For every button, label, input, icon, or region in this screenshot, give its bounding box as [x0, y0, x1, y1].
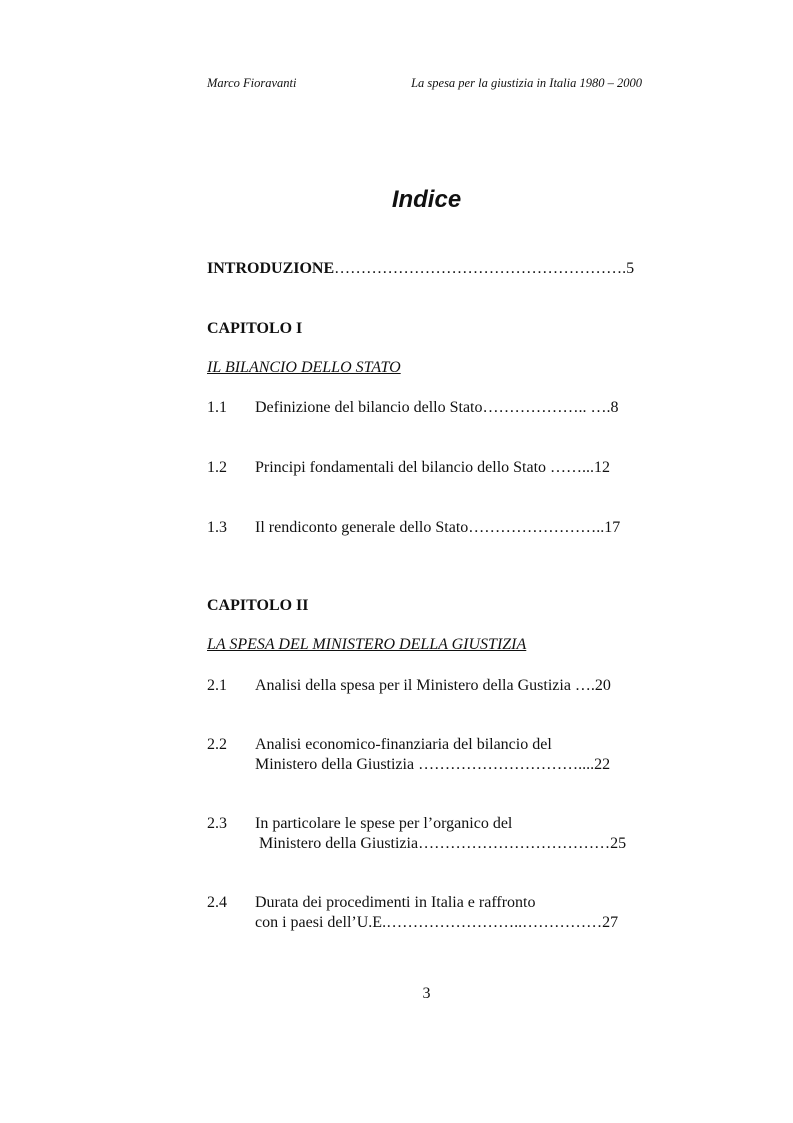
toc-introduction-label: INTRODUZIONE: [207, 260, 335, 277]
toc-entry-number: 2.2: [207, 736, 227, 753]
toc-entry-2-3-line2[interactable]: Ministero della Giustizia………………………………25: [255, 835, 627, 852]
header-work-title: La spesa per la giustizia in Italia 1980 – 2000: [411, 76, 642, 90]
header-author: Marco Fioravanti: [207, 76, 297, 90]
chapter-1-subtitle: IL BILANCIO DELLO STATO: [207, 359, 401, 376]
toc-entry-number: 1.3: [207, 519, 227, 536]
toc-entry-number: 1.1: [207, 399, 227, 416]
toc-entry-2-2-line2[interactable]: Ministero della Giustizia …………………………....22: [255, 756, 611, 773]
toc-entry-1-3[interactable]: Il rendiconto generale dello Stato……………………..17: [255, 519, 621, 536]
toc-entry-2-2-line1[interactable]: Analisi economico-finanziaria del bilancio del: [255, 736, 552, 753]
toc-entry-2-4-line2[interactable]: con i paesi dell’U.E.……………………..……………27: [255, 914, 619, 931]
chapter-2-subtitle: LA SPESA DEL MINISTERO DELLA GIUSTIZIA: [207, 636, 527, 653]
toc-entry-number: 1.2: [207, 459, 227, 476]
toc-introduction[interactable]: [207, 260, 634, 278]
page-number: 3: [422, 985, 431, 1002]
toc-entry-number: 2.4: [207, 894, 227, 911]
page-title: Indice: [391, 186, 462, 213]
toc-entry-number: 2.1: [207, 677, 227, 694]
toc-entry-2-4-line1[interactable]: Durata dei procedimenti in Italia e raffronto: [255, 894, 536, 911]
chapter-1-heading: CAPITOLO I: [207, 320, 303, 337]
toc-entry-number: 2.3: [207, 815, 227, 832]
toc-entry-2-3-line1[interactable]: In particolare le spese per l’organico del: [255, 815, 513, 832]
toc-entry-1-2[interactable]: Principi fondamentali del bilancio dello Stato ……...12: [255, 459, 611, 476]
toc-introduction-dots: ……………………………………………….: [334, 260, 627, 277]
chapter-2-heading: CAPITOLO II: [207, 597, 309, 614]
toc-entry-1-1[interactable]: Definizione del bilancio dello Stato……………….. ….8: [255, 399, 619, 416]
toc-entry-2-1[interactable]: Analisi della spesa per il Ministero della Gustizia ….20: [255, 677, 611, 694]
toc-introduction-page: 5: [626, 260, 635, 277]
